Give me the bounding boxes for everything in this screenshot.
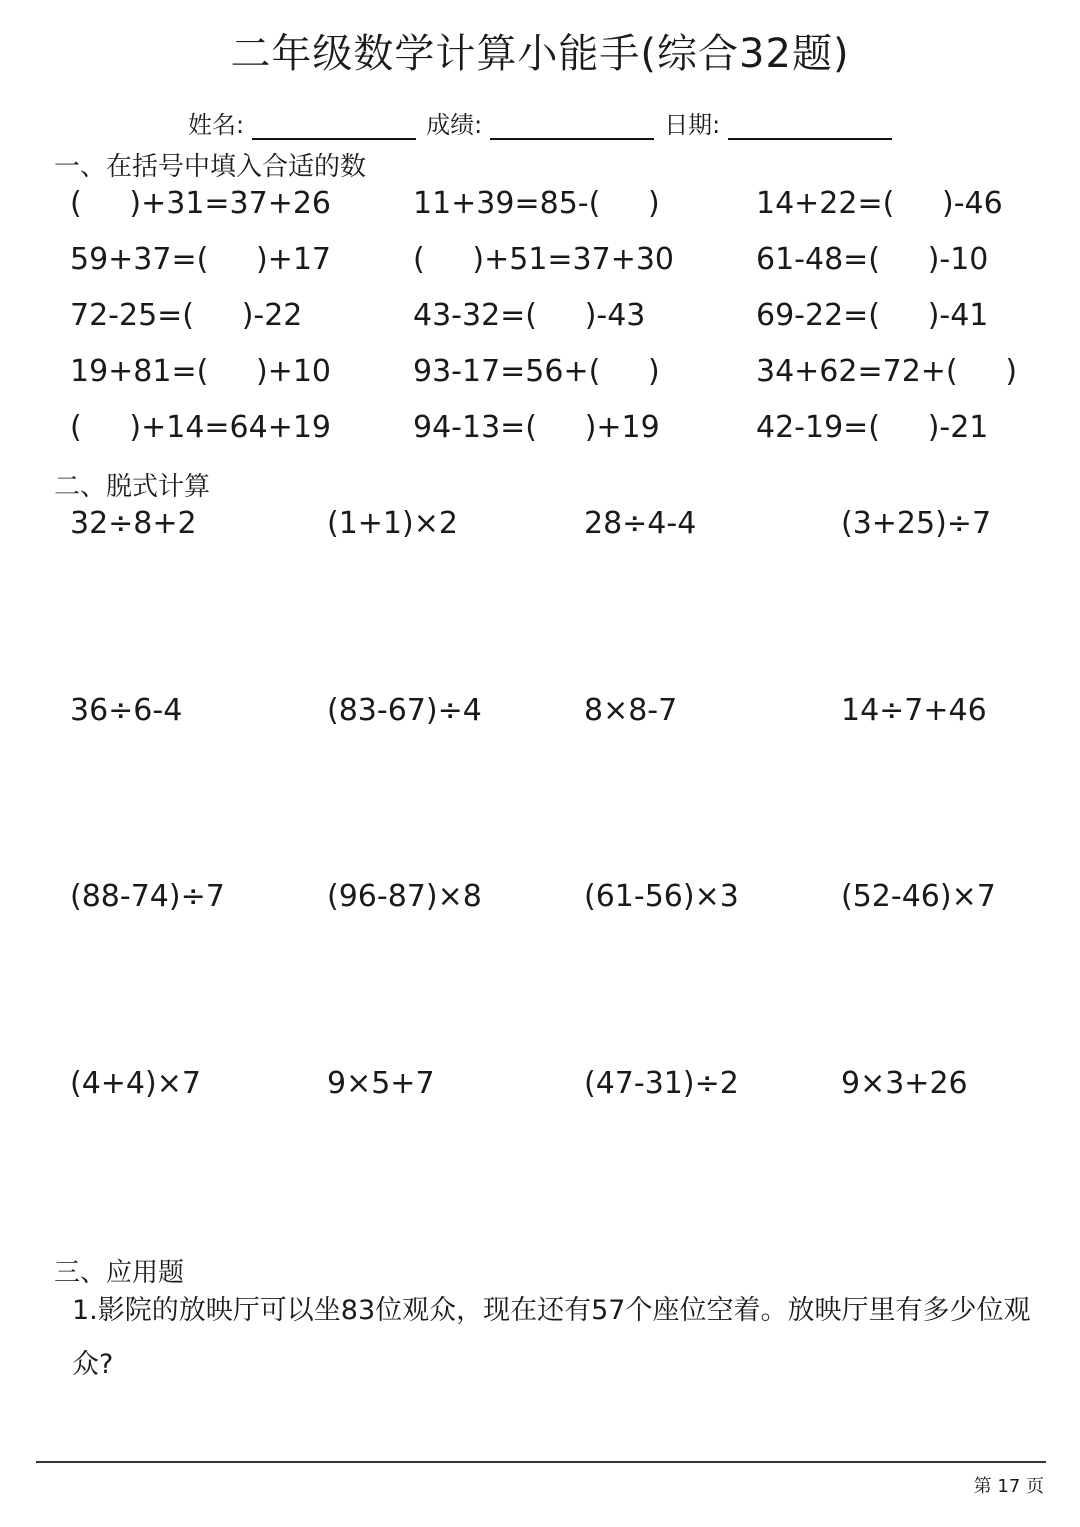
fill-problem: ( )+14=64+19 <box>70 410 332 445</box>
fill-problem: 34+62=72+( ) <box>756 354 1018 389</box>
section2-heading: 二、脱式计算 <box>54 472 211 502</box>
fill-problem: ( )+51=37+30 <box>413 242 675 277</box>
calc-problem: (52-46)×7 <box>841 879 996 914</box>
worksheet-title: 二年级数学计算小能手(综合32题) <box>230 31 850 77</box>
calc-row <box>70 1066 1030 1106</box>
calc-problem: 9×5+7 <box>327 1066 435 1101</box>
name-label: 姓名: <box>188 111 245 139</box>
fill-row <box>70 186 1030 226</box>
fill-problem: 93-17=56+( ) <box>413 354 660 389</box>
calc-problem: (47-31)÷2 <box>584 1066 739 1101</box>
student-info-line <box>188 104 902 140</box>
fill-problem: 69-22=( )-41 <box>756 298 989 333</box>
fill-problem: 11+39=85-( ) <box>413 186 660 221</box>
calc-problem: 28÷4-4 <box>584 506 697 541</box>
calc-problem: 32÷8+2 <box>70 506 197 541</box>
page-number: 第 17 页 <box>973 1476 1044 1497</box>
calc-problem: (3+25)÷7 <box>841 506 992 541</box>
calc-problem: (4+4)×7 <box>70 1066 201 1101</box>
score-label: 成绩: <box>426 111 483 139</box>
calc-row <box>70 693 1030 733</box>
footer-divider <box>36 1461 1046 1463</box>
fill-problem: 72-25=( )-22 <box>70 298 303 333</box>
calc-row <box>70 506 1030 546</box>
calc-problem: 9×3+26 <box>841 1066 968 1101</box>
fill-problem: 94-13=( )+19 <box>413 410 660 445</box>
fill-problem: 42-19=( )-21 <box>756 410 989 445</box>
date-blank <box>728 110 892 140</box>
word-problem: 1.影院的放映厅可以坐83位观众，现在还有57个座位空着。放映厅里有多少位观众? <box>72 1295 1031 1380</box>
name-blank <box>252 110 416 140</box>
fill-problem: 14+22=( )-46 <box>756 186 1003 221</box>
calc-problem: (83-67)÷4 <box>327 693 482 728</box>
fill-problem: 61-48=( )-10 <box>756 242 989 277</box>
fill-row <box>70 298 1030 338</box>
calc-problem: 8×8-7 <box>584 693 678 728</box>
fill-problem: 19+81=( )+10 <box>70 354 332 389</box>
fill-problem: ( )+31=37+26 <box>70 186 332 221</box>
fill-row <box>70 354 1030 394</box>
calc-problem: 36÷6-4 <box>70 693 183 728</box>
fill-problem: 43-32=( )-43 <box>413 298 646 333</box>
calc-problem: (61-56)×3 <box>584 879 739 914</box>
section3-heading: 三、应用题 <box>54 1258 185 1288</box>
calc-row <box>70 879 1030 919</box>
calc-problem: 14÷7+46 <box>841 693 987 728</box>
fill-problem: 59+37=( )+17 <box>70 242 332 277</box>
section1-heading: 一、在括号中填入合适的数 <box>54 152 367 182</box>
calc-problem: (88-74)÷7 <box>70 879 225 914</box>
calc-problem: (96-87)×8 <box>327 879 482 914</box>
score-blank <box>490 110 654 140</box>
date-label: 日期: <box>664 111 721 139</box>
calc-problem: (1+1)×2 <box>327 506 458 541</box>
fill-row <box>70 242 1030 282</box>
fill-row <box>70 410 1030 450</box>
